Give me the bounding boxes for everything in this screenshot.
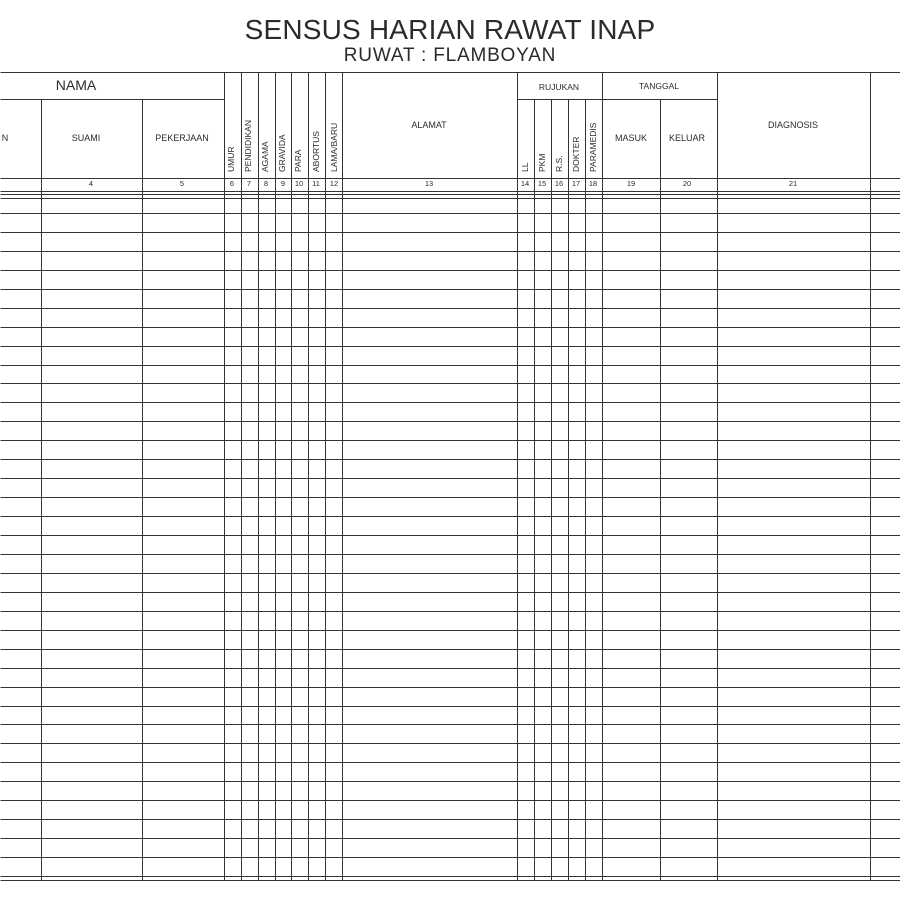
colnum-20: 20 [682,179,692,188]
header-rs: R.S. [554,155,564,172]
colnum-13: 13 [424,179,434,188]
colnum-18: 18 [588,179,598,188]
header-diagnosis: DIAGNOSIS [767,120,819,130]
colnum-7: 7 [246,179,252,188]
header-col-3: N [1,133,9,143]
colnum-8: 8 [263,179,269,188]
colnum-12: 12 [329,179,339,188]
header-masuk: MASUK [614,133,648,143]
header-abortus: ABORTUS [311,131,321,172]
colnum-10: 10 [294,179,304,188]
colnum-19: 19 [626,179,636,188]
header-suami: SUAMI [71,133,101,143]
colnum-15: 15 [537,179,547,188]
header-umur: UMUR [226,146,236,172]
group-header-tanggal: TANGGAL [639,81,679,91]
header-para: PARA [293,149,303,172]
colnum-9: 9 [280,179,286,188]
form-title: SENSUS HARIAN RAWAT INAP [244,14,656,45]
header-paramedis: PARAMEDIS [588,122,598,172]
table-grid-lines [1,73,900,881]
header-dokter: DOKTER [571,136,581,172]
colnum-4: 4 [88,179,94,188]
header-pekerjaan: PEKERJAAN [155,133,209,143]
colnum-14: 14 [520,179,530,188]
header-gravida: GRAVIDA [277,134,287,172]
colnum-17: 17 [571,179,581,188]
header-ll: LL [520,162,530,172]
group-header-nama: NAMA [55,77,97,93]
header-lama-baru: LAMA/BARU [329,122,339,172]
ward-subtitle: RUWAT : FLAMBOYAN [343,45,557,66]
colnum-5: 5 [179,179,185,188]
header-agama: AGAMA [260,141,270,172]
header-pendidikan: PENDIDIKAN [243,120,253,172]
colnum-11: 11 [312,179,320,188]
header-alamat: ALAMAT [411,120,447,130]
header-keluar: KELUAR [668,133,706,143]
colnum-21: 21 [788,179,798,188]
group-header-rujukan: RUJUKAN [538,82,580,92]
colnum-6: 6 [229,179,235,188]
colnum-16: 16 [554,179,564,188]
header-pkm: PKM [537,153,547,172]
